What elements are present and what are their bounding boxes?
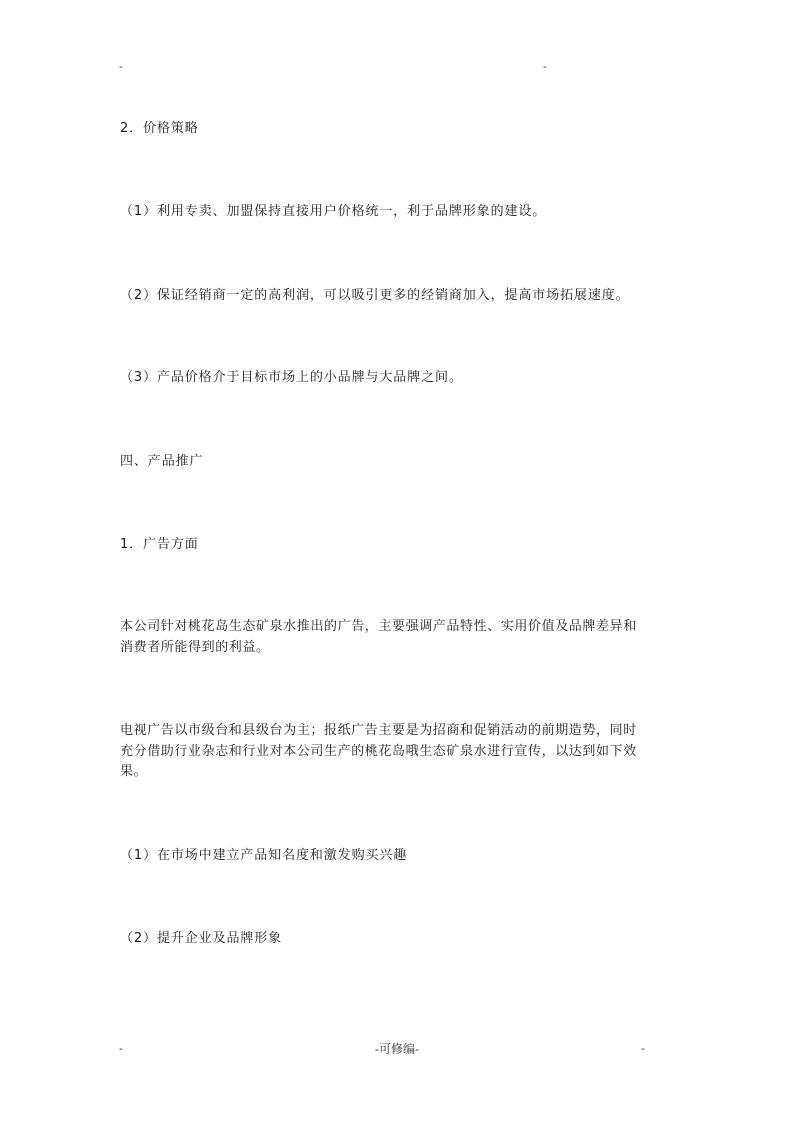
footer-left-mark: - (119, 1042, 123, 1055)
paragraph-line: 果。 (120, 764, 148, 779)
price-item-3: （3）产品价格介于目标市场上的小品牌与大品牌之间。 (120, 370, 463, 385)
heading-product-promotion: 四、产品推广 (120, 454, 204, 469)
heading-advertising: 1．广告方面 (120, 537, 199, 552)
effect-item-2: （2）提升企业及品牌形象 (120, 931, 283, 946)
paragraph-line: 电视广告以市级台和县级台为主；报纸广告主要是为招商和促销活动的前期造势，同时 (120, 723, 637, 738)
price-item-2: （2）保证经销商一定的高利润，可以吸引更多的经销商加入，提高市场拓展速度。 (120, 288, 630, 303)
paragraph-line: 本公司针对桃花岛生态矿泉水推出的广告，主要强调产品特性、实用价值及品牌差异和 (120, 619, 637, 634)
header-right-mark: - (543, 60, 547, 73)
header-left-mark: - (119, 60, 123, 73)
paragraph-line: 消费者所能得到的利益。 (120, 639, 270, 655)
effect-item-1: （1）在市场中建立产品知名度和激发购买兴趣 (120, 848, 408, 863)
footer-right-mark: - (641, 1042, 645, 1055)
price-item-1: （1）利用专卖、加盟保持直接用户价格统一，利于品牌形象的建设。 (120, 204, 547, 219)
footer-editable-label: -可修编- (375, 1042, 419, 1056)
advertising-paragraph-2 (120, 721, 682, 783)
advertising-paragraph-1 (120, 617, 682, 658)
paragraph-line: 充分借助行业杂志和行业对本公司生产的桃花岛哦生态矿泉水进行宣传，以达到如下效 (120, 743, 637, 759)
heading-price-strategy: 2．价格策略 (120, 121, 199, 136)
